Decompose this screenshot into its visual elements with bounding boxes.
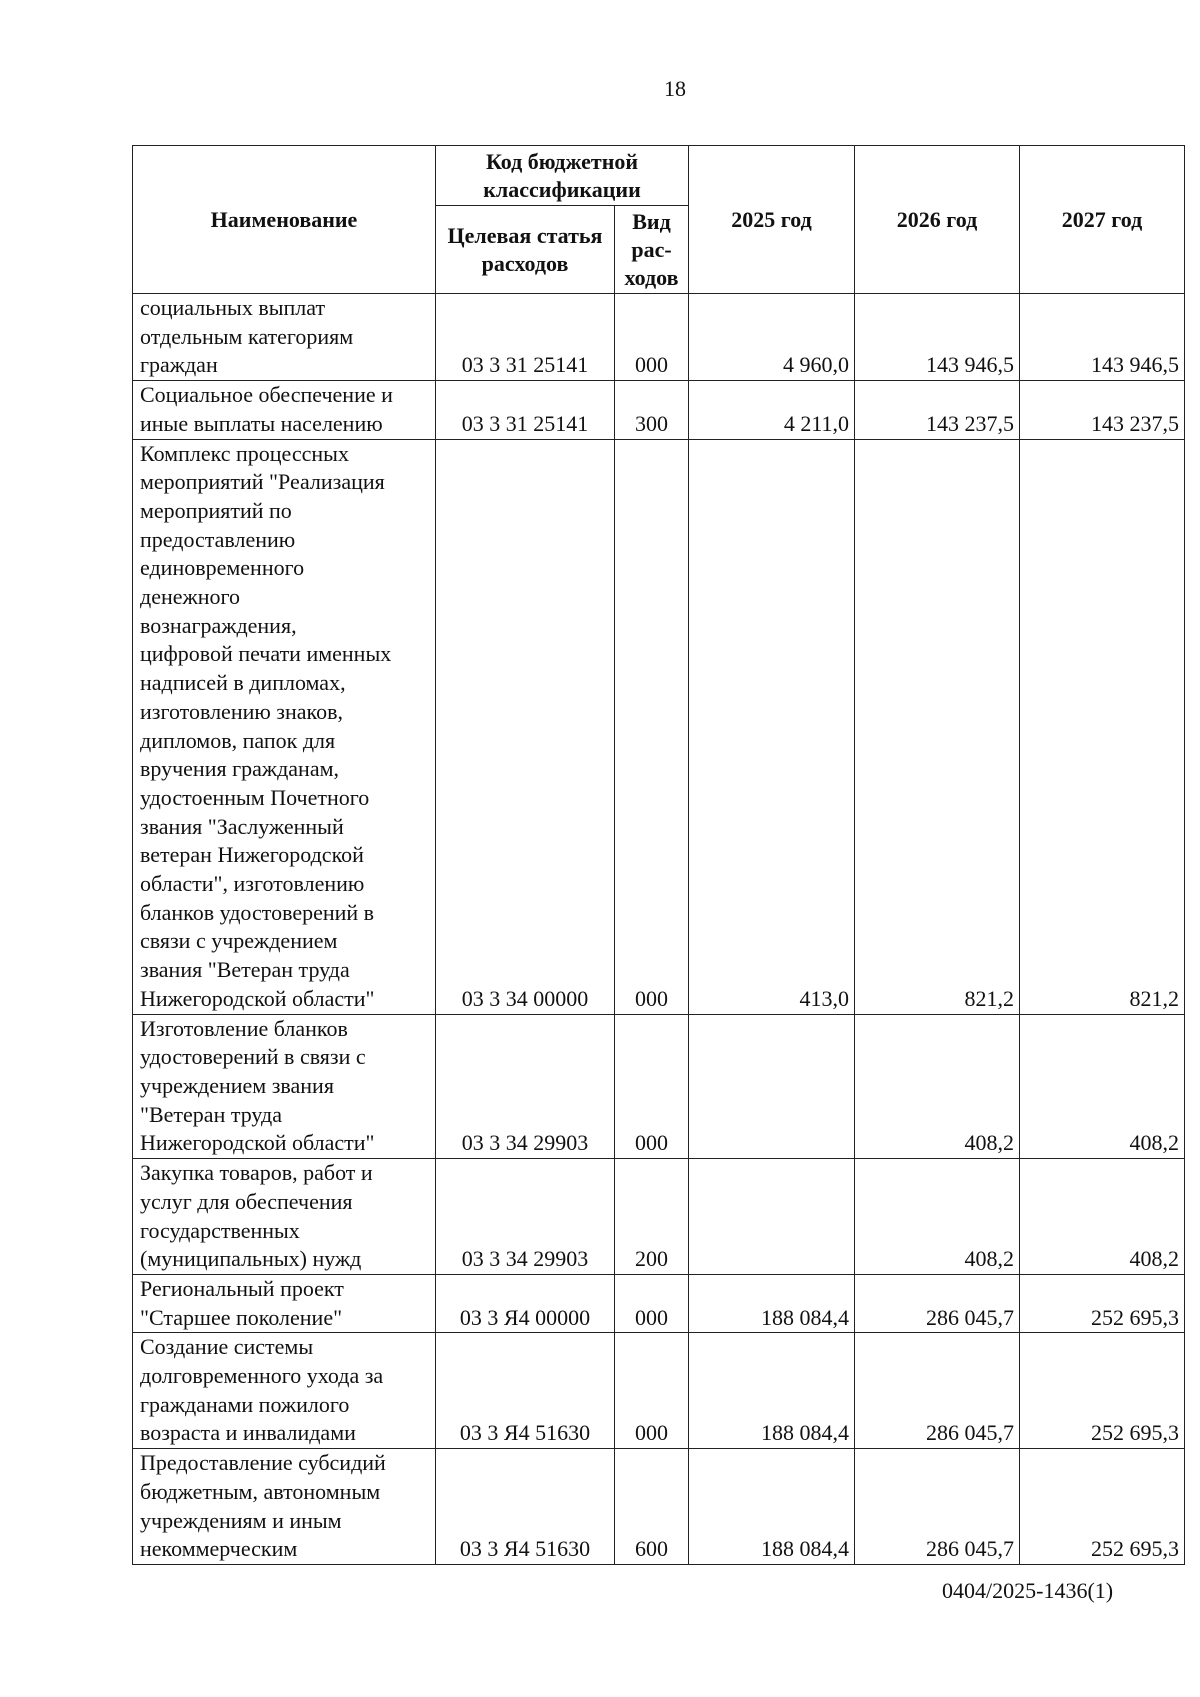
row-value-2026: 408,2	[855, 1014, 1020, 1159]
row-target-code: 03 3 31 25141	[436, 381, 615, 439]
row-value-2026: 286 045,7	[855, 1274, 1020, 1332]
header-target-article: Целевая статья расходов	[436, 206, 615, 294]
row-target-code: 03 3 31 25141	[436, 294, 615, 381]
row-name: Предоставление субсидий бюджетным, автономным учреждениям и иным некоммерческим	[133, 1449, 436, 1565]
row-value-2026: 143 946,5	[855, 294, 1020, 381]
header-expense-type: Вид рас-ходов	[615, 206, 689, 294]
table-row	[133, 1449, 1185, 1565]
row-expense-type: 000	[615, 294, 689, 381]
header-year-2025: 2025 год	[689, 146, 855, 294]
row-value-2026: 286 045,7	[855, 1449, 1020, 1565]
row-name: Создание системы долговременного ухода за гражданами пожилого возраста и инвалидами	[133, 1333, 436, 1449]
row-expense-type: 300	[615, 381, 689, 439]
document-number: 0404/2025-1436(1)	[942, 1578, 1114, 1603]
row-value-2025: 4 211,0	[689, 381, 855, 439]
row-target-code: 03 3 34 00000	[436, 439, 615, 1014]
row-target-code: 03 3 Я4 51630	[436, 1333, 615, 1449]
row-value-2027: 143 237,5	[1020, 381, 1185, 439]
header-year-2027: 2027 год	[1020, 146, 1185, 294]
row-value-2026: 286 045,7	[855, 1333, 1020, 1449]
row-value-2025	[689, 1159, 855, 1275]
header-year-2026: 2026 год	[855, 146, 1020, 294]
row-target-code: 03 3 Я4 51630	[436, 1449, 615, 1565]
row-value-2027: 821,2	[1020, 439, 1185, 1014]
row-name: Социальное обеспечение и иные выплаты населению	[133, 381, 436, 439]
row-name: Закупка товаров, работ и услуг для обеспечения государственных (муниципальных) нужд	[133, 1159, 436, 1275]
table-row	[133, 1159, 1185, 1275]
table-row	[133, 381, 1185, 439]
row-value-2027: 408,2	[1020, 1014, 1185, 1159]
row-value-2026: 408,2	[855, 1159, 1020, 1275]
table-row	[133, 439, 1185, 1014]
row-value-2027: 408,2	[1020, 1159, 1185, 1275]
row-expense-type: 000	[615, 1014, 689, 1159]
row-name: Изготовление бланков удостоверений в связи с учреждением звания "Ветеран труда Нижегородской области"	[133, 1014, 436, 1159]
row-expense-type: 000	[615, 1333, 689, 1449]
table-row	[133, 294, 1185, 381]
row-value-2027: 252 695,3	[1020, 1333, 1185, 1449]
table-row	[133, 1333, 1185, 1449]
row-value-2025	[689, 1014, 855, 1159]
row-expense-type: 200	[615, 1159, 689, 1275]
budget-table	[132, 145, 1185, 1565]
table-row	[133, 1274, 1185, 1332]
row-target-code: 03 3 34 29903	[436, 1014, 615, 1159]
row-value-2027: 252 695,3	[1020, 1449, 1185, 1565]
page-number: 18	[664, 76, 686, 101]
row-name: социальных выплат отдельным категориям граждан	[133, 294, 436, 381]
row-expense-type: 000	[615, 439, 689, 1014]
row-expense-type: 000	[615, 1274, 689, 1332]
row-name: Региональный проект "Старшее поколение"	[133, 1274, 436, 1332]
row-value-2027: 143 946,5	[1020, 294, 1185, 381]
row-target-code: 03 3 Я4 00000	[436, 1274, 615, 1332]
row-target-code: 03 3 34 29903	[436, 1159, 615, 1275]
row-value-2025: 4 960,0	[689, 294, 855, 381]
row-value-2025: 188 084,4	[689, 1449, 855, 1565]
row-value-2026: 821,2	[855, 439, 1020, 1014]
row-value-2025: 188 084,4	[689, 1274, 855, 1332]
row-value-2026: 143 237,5	[855, 381, 1020, 439]
header-name: Наименование	[133, 146, 436, 294]
row-expense-type: 600	[615, 1449, 689, 1565]
table-row	[133, 1014, 1185, 1159]
row-value-2025: 413,0	[689, 439, 855, 1014]
row-value-2025: 188 084,4	[689, 1333, 855, 1449]
row-name: Комплекс процессных мероприятий "Реализация мероприятий по предоставлению единовременного денежного вознаграждения, цифровой печати именных надписей в дипломах, изготовлению знаков, дипломов, папок для вручения гражданам, удостоенным Почетного звания "Заслуженный ветеран Нижегородской области", изготовлению бланков удостоверений в связи с учреждением звания "Ветеран труда Нижегородской области"	[133, 439, 436, 1014]
row-value-2027: 252 695,3	[1020, 1274, 1185, 1332]
header-code-group: Код бюджетной классификации	[436, 146, 689, 206]
